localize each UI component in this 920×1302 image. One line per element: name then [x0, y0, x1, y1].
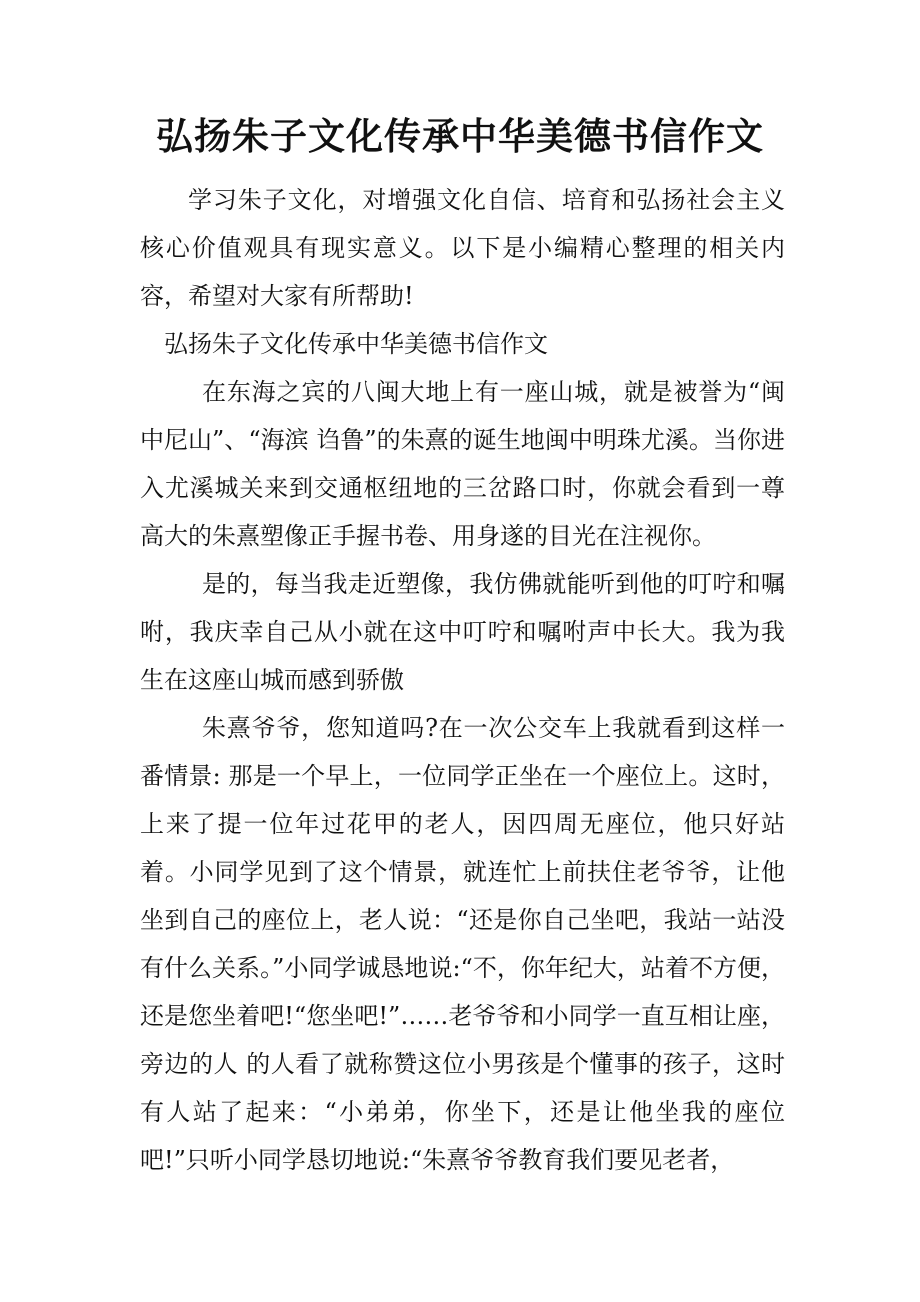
body-paragraph-2: 是的，每当我走近塑像，我仿佛就能听到他的叮咛和嘱咐，我庆幸自己从小就在这中叮咛和嘱咐声中长大。我为我生在这座山城而感到骄傲 — [140, 570, 785, 694]
document-title: 弘扬朱子文化传承中华美德书信作文 — [156, 114, 764, 158]
subtitle-paragraph: 弘扬朱子文化传承中华美德书信作文 — [164, 330, 548, 358]
body-paragraph-3: 朱熹爷爷，您知道吗?在一次公交车上我就看到这样一番情景: 那是一个早上，一位同学正坐在一个座位上。这时，上来了提一位年过花甲的老人，因四周无座位，他只好站着。小同学见到了这个情景，就连忙上前扶住老爷爷，让他坐到自己的座位上，老人说：“还是你自己坐吧，我站一站没有什么关系。”小同学诚恳地说:“不，你年纪大，站着不方便，还是您坐着吧!“您坐吧!”……老爷爷和小同学一直互相让座，旁边的人 的人看了就称赞这位小男孩是个懂事的孩子，这时有人站了起来：“小弟弟，你坐下，还是让他坐我的座位吧!”只听小同学恳切地说:“朱熹爷爷教育我们要见老者， — [140, 714, 785, 1174]
intro-paragraph: 学习朱子文化，对增强文化自信、培育和弘扬社会主义核心价值观具有现实意义。以下是小编精心整理的相关内容，希望对大家有所帮助! — [140, 186, 785, 310]
body-paragraph-1: 在东海之宾的八闽大地上有一座山城，就是被誉为“闽中尼山”、“海滨 诌鲁”的朱熹的诞生地闽中明珠尤溪。当你进入尤溪城关来到交通枢纽地的三岔路口时，你就会看到一尊高大的朱熹塑像正手握书卷、用身遂的目光在注视你。 — [140, 378, 785, 550]
document-body — [140, 176, 785, 1184]
